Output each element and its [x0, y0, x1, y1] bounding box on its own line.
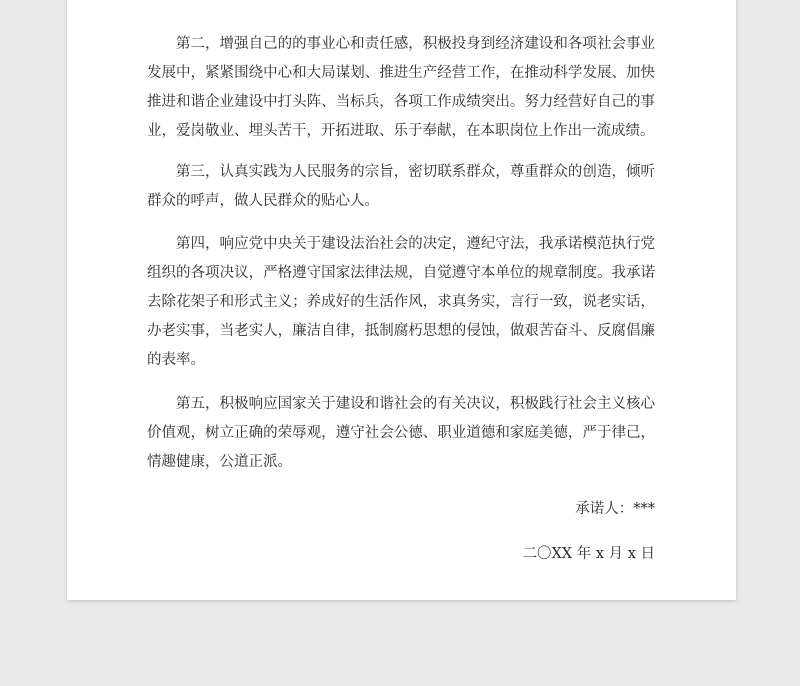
paragraph-fourth: 第四，响应党中央关于建设法治社会的决定，遵纪守法，我承诺模范执行党组织的各项决议，严格遵守国家法律法规，自觉遵守本单位的规章制度。我承诺去除花架子和形式主义；养成好的生活作风，求真务实，言行一致，说老实话，办老实事，当老实人，廉洁自律，抵制腐朽思想的侵蚀，做艰苦奋斗、反腐倡廉的表率。 [147, 236, 655, 368]
paragraph-second: 第二，增强自己的的事业心和责任感，积极投身到经济建设和各项社会事业发展中，紧紧围绕中心和大局谋划、推进生产经营工作，在推动科学发展、加快推进和谐企业建设中打头阵、当标兵，各项工作成绩突出。努力经营好自己的事业，爱岗敬业、埋头苦干，开拓进取、乐于奉献，在本职岗位上作出一流成绩。 [147, 36, 655, 139]
date-line: 二〇XX 年 x 月 x 日 [522, 546, 655, 562]
cut-off-line [147, 0, 267, 3]
signature-line: 承诺人：*** [575, 501, 655, 517]
document-page [67, 0, 736, 600]
paragraph-third: 第三，认真实践为人民服务的宗旨，密切联系群众，尊重群众的创造，倾听群众的呼声，做人民群众的贴心人。 [147, 164, 655, 209]
paragraph-fifth: 第五，积极响应国家关于建设和谐社会的有关决议，积极践行社会主义核心价值观，树立正确的荣辱观，遵守社会公德、职业道德和家庭美德，严于律己，情趣健康，公道正派。 [147, 396, 655, 470]
